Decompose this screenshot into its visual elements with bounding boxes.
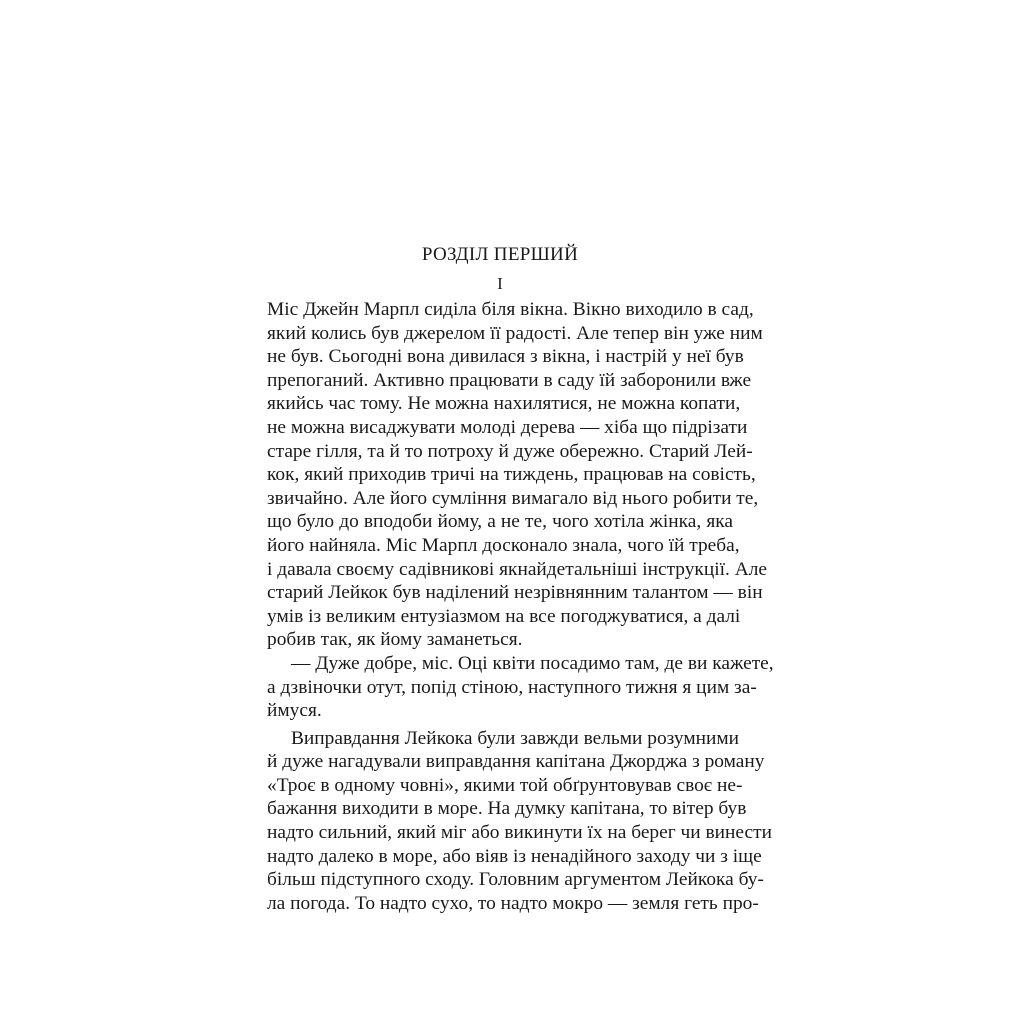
text-line: не можна висаджувати молоді дерева — хіба що підрізати: [267, 416, 748, 438]
paragraph-2-dialogue: [267, 652, 774, 723]
book-page: [267, 240, 774, 915]
text-line: а дзвіночки отут, попід стіною, наступного тижня я цим за-: [267, 676, 757, 698]
text-line: й дуже нагадували виправдання капітана Джорджа з роману: [267, 751, 765, 773]
text-line: який колись був джерелом її радості. Але тепер він уже ним: [267, 322, 763, 344]
text-line: — Дуже добре, міс. Оці квіти посадимо там, де ви кажете,: [291, 652, 774, 674]
text-line: звичайно. Але його сумління вимагало від нього робити те,: [267, 487, 759, 509]
text-line: Міс Джейн Марпл сиділа біля вікна. Вікно виходило в сад,: [267, 299, 754, 320]
text-line: кок, який приходив тричі на тиждень, працював на совість,: [267, 464, 756, 486]
text-line: Виправдання Лейкока були завжди вельми розумними: [291, 727, 740, 749]
text-line: умів із великим ентузіазмом на все погоджуватися, а далі: [267, 605, 741, 627]
chapter-title: РОЗДІЛ ПЕРШИЙ: [421, 244, 579, 265]
text-line: надто далеко в море, або віяв із ненадійного заходу чи з іще: [267, 845, 762, 867]
text-line: бажання виходити в море. На думку капітана, то вітер був: [267, 798, 747, 820]
text-line: ймуся.: [267, 700, 322, 722]
text-line: препоганий. Активно працювати в саду їй заборонили вже: [267, 369, 752, 391]
text-line: якийсь час тому. Не можна нахилятися, не можна копати,: [267, 393, 741, 415]
paragraph-3: [267, 727, 772, 916]
text-line: старий Лейкок був наділений незрівнянним талантом — він: [267, 582, 763, 604]
section-number: I: [497, 274, 503, 293]
text-line: старе гілля, та й то потроху й дуже обережно. Старий Лей-: [267, 440, 753, 462]
paragraph-1: [267, 298, 767, 652]
text-line: і давала своєму садівникові якнайдетальніші інструкції. Але: [267, 558, 767, 580]
text-line: не був. Сьогодні вона дивилася з вікна, і настрій у неї був: [267, 346, 744, 368]
text-line: ла погода. То надто сухо, то надто мокро — земля геть про-: [267, 892, 759, 914]
text-line: робив так, як йому заманеться.: [267, 629, 523, 651]
text-line: більш підступного сходу. Головним аргументом Лейкока бу-: [267, 869, 764, 891]
text-line: що було до вподоби йому, а не те, чого хотіла жінка, яка: [267, 511, 733, 533]
text-line: його найняла. Міс Марпл досконало знала, чого їй треба,: [267, 534, 740, 556]
text-line: надто сильний, який міг або викинути їх на берег чи винести: [267, 822, 772, 844]
text-line: «Троє в одному човні», якими той обґрунтовував своє не-: [267, 774, 743, 796]
